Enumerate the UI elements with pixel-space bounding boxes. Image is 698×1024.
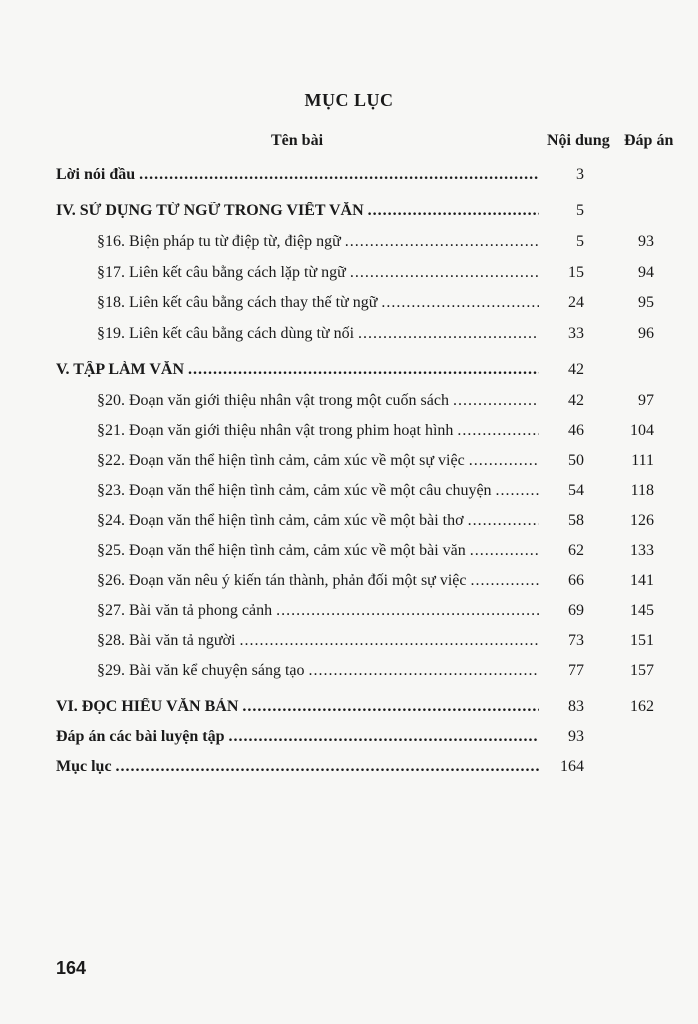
toc-entry-label: V. TẬP LÀM VĂN [56,361,185,378]
toc-entry-label: Đáp án các bài luyện tập [56,728,225,745]
toc-entry-label: §29. Bài văn kể chuyện sáng tạo [97,662,305,679]
column-header-content: Nội dung [547,132,610,149]
toc-entry-label: §22. Đoạn văn thể hiện tình cảm, cảm xúc về một sự việc [97,452,465,469]
toc-entry-content-page: 3 [576,166,584,183]
toc-entry-content-page: 62 [568,542,584,559]
toc-entry-content-page: 50 [568,452,584,469]
toc-entry-answer-page: 145 [630,602,654,619]
toc-entry-answer-page: 151 [630,632,654,649]
toc-entry-label: §17. Liên kết câu bằng cách lặp từ ngữ [97,264,346,281]
toc-entry-label: Lời nói đầu [56,166,136,183]
toc-entry-answer-page: 111 [631,452,654,469]
page-number: 164 [56,958,87,978]
toc-entry-answer-page: 133 [630,542,654,559]
leader-dots [457,422,539,440]
toc-row[interactable] [0,512,698,536]
toc-entry-label: §25. Đoạn văn thể hiện tình cảm, cảm xúc về một bài văn [97,542,466,559]
toc-entry-label: VI. ĐỌC HIỂU VĂN BẢN [56,698,239,715]
toc-entry-answer-page: 93 [638,233,654,250]
toc-entry-label: §19. Liên kết câu bằng cách dùng từ nối [97,325,355,342]
toc-entry-answer-page: 141 [630,572,654,589]
toc-entry-content-page: 5 [576,233,584,250]
toc-entry-label: IV. SỬ DỤNG TỪ NGỮ TRONG VIẾT VĂN [56,202,364,219]
toc-row[interactable] [0,602,698,626]
leader-dots [468,512,539,530]
toc-entry-label: §21. Đoạn văn giới thiệu nhân vật trong phim hoạt hình [97,422,454,439]
toc-entry-content-page: 46 [568,422,584,439]
leader-dots [345,233,539,251]
toc-entry-content-page: 93 [568,728,584,745]
toc-entry-content-page: 42 [568,361,584,378]
toc-entry-label: §23. Đoạn văn thể hiện tình cảm, cảm xúc về một câu chuyện [97,482,492,499]
toc-entry-content-page: 69 [568,602,584,619]
leader-dots [350,264,539,282]
leader-dots [242,698,539,716]
leader-dots [228,728,539,746]
toc-row[interactable] [0,542,698,566]
leader-dots [368,202,539,220]
toc-entry-label: §20. Đoạn văn giới thiệu nhân vật trong một cuốn sách [97,392,449,409]
toc-row[interactable] [0,452,698,476]
toc-row[interactable] [0,632,698,656]
toc-entry-content-page: 66 [568,572,584,589]
toc-row[interactable] [0,758,698,782]
toc-entry-label: Mục lục [56,758,112,775]
toc-entry-content-page: 58 [568,512,584,529]
leader-dots [381,294,539,312]
toc-entry-content-page: 15 [568,264,584,281]
toc-row[interactable] [0,166,698,190]
toc-entry-content-page: 54 [568,482,584,499]
leader-dots [188,361,539,379]
leader-dots [276,602,539,620]
toc-entry-label: §26. Đoạn văn nêu ý kiến tán thành, phản đối một sự việc [97,572,467,589]
toc-entry-content-page: 42 [568,392,584,409]
toc-row[interactable] [0,662,698,686]
leader-dots [496,482,539,500]
toc-row[interactable] [0,264,698,288]
toc-entry-label: §16. Biện pháp tu từ điệp từ, điệp ngữ [97,233,341,250]
toc-entry-answer-page: 126 [630,512,654,529]
toc-entry-answer-page: 162 [630,698,654,715]
leader-dots [470,572,539,590]
toc-entry-answer-page: 94 [638,264,654,281]
toc-entry-label: §18. Liên kết câu bằng cách thay thế từ ngữ [97,294,378,311]
toc-entry-content-page: 5 [576,202,584,219]
leader-dots [239,632,539,650]
toc-row[interactable] [0,233,698,257]
column-header-name: Tên bài [271,132,324,149]
toc-row[interactable] [0,392,698,416]
toc-entry-label: §24. Đoạn văn thể hiện tình cảm, cảm xúc về một bài thơ [97,512,464,529]
toc-row[interactable] [0,728,698,752]
toc-entry-content-page: 83 [568,698,584,715]
toc-row[interactable] [0,294,698,318]
leader-dots [358,325,539,343]
toc-row[interactable] [0,202,698,226]
toc-row[interactable] [0,325,698,349]
leader-dots [470,542,539,560]
toc-entry-content-page: 77 [568,662,584,679]
leader-dots [309,662,540,680]
leader-dots [139,166,539,184]
toc-entry-answer-page: 95 [638,294,654,311]
toc-row[interactable] [0,698,698,722]
toc-entry-answer-page: 157 [630,662,654,679]
toc-entry-content-page: 164 [560,758,584,775]
leader-dots [116,758,539,776]
toc-entry-answer-page: 104 [630,422,654,439]
toc-entry-content-page: 33 [568,325,584,342]
page-title: MỤC LỤC [304,90,394,110]
toc-entry-label: §27. Bài văn tả phong cảnh [97,602,273,619]
toc-entry-answer-page: 96 [638,325,654,342]
toc-entry-content-page: 73 [568,632,584,649]
toc-entry-label: §28. Bài văn tả người [97,632,236,649]
toc-entry-content-page: 24 [568,294,584,311]
toc-row[interactable] [0,361,698,385]
toc-entry-answer-page: 97 [638,392,654,409]
toc-row[interactable] [0,422,698,446]
toc-entry-answer-page: 118 [630,482,654,499]
leader-dots [453,392,539,410]
leader-dots [469,452,539,470]
toc-row[interactable] [0,572,698,596]
toc-row[interactable] [0,482,698,506]
column-header-answer: Đáp án [624,132,674,149]
